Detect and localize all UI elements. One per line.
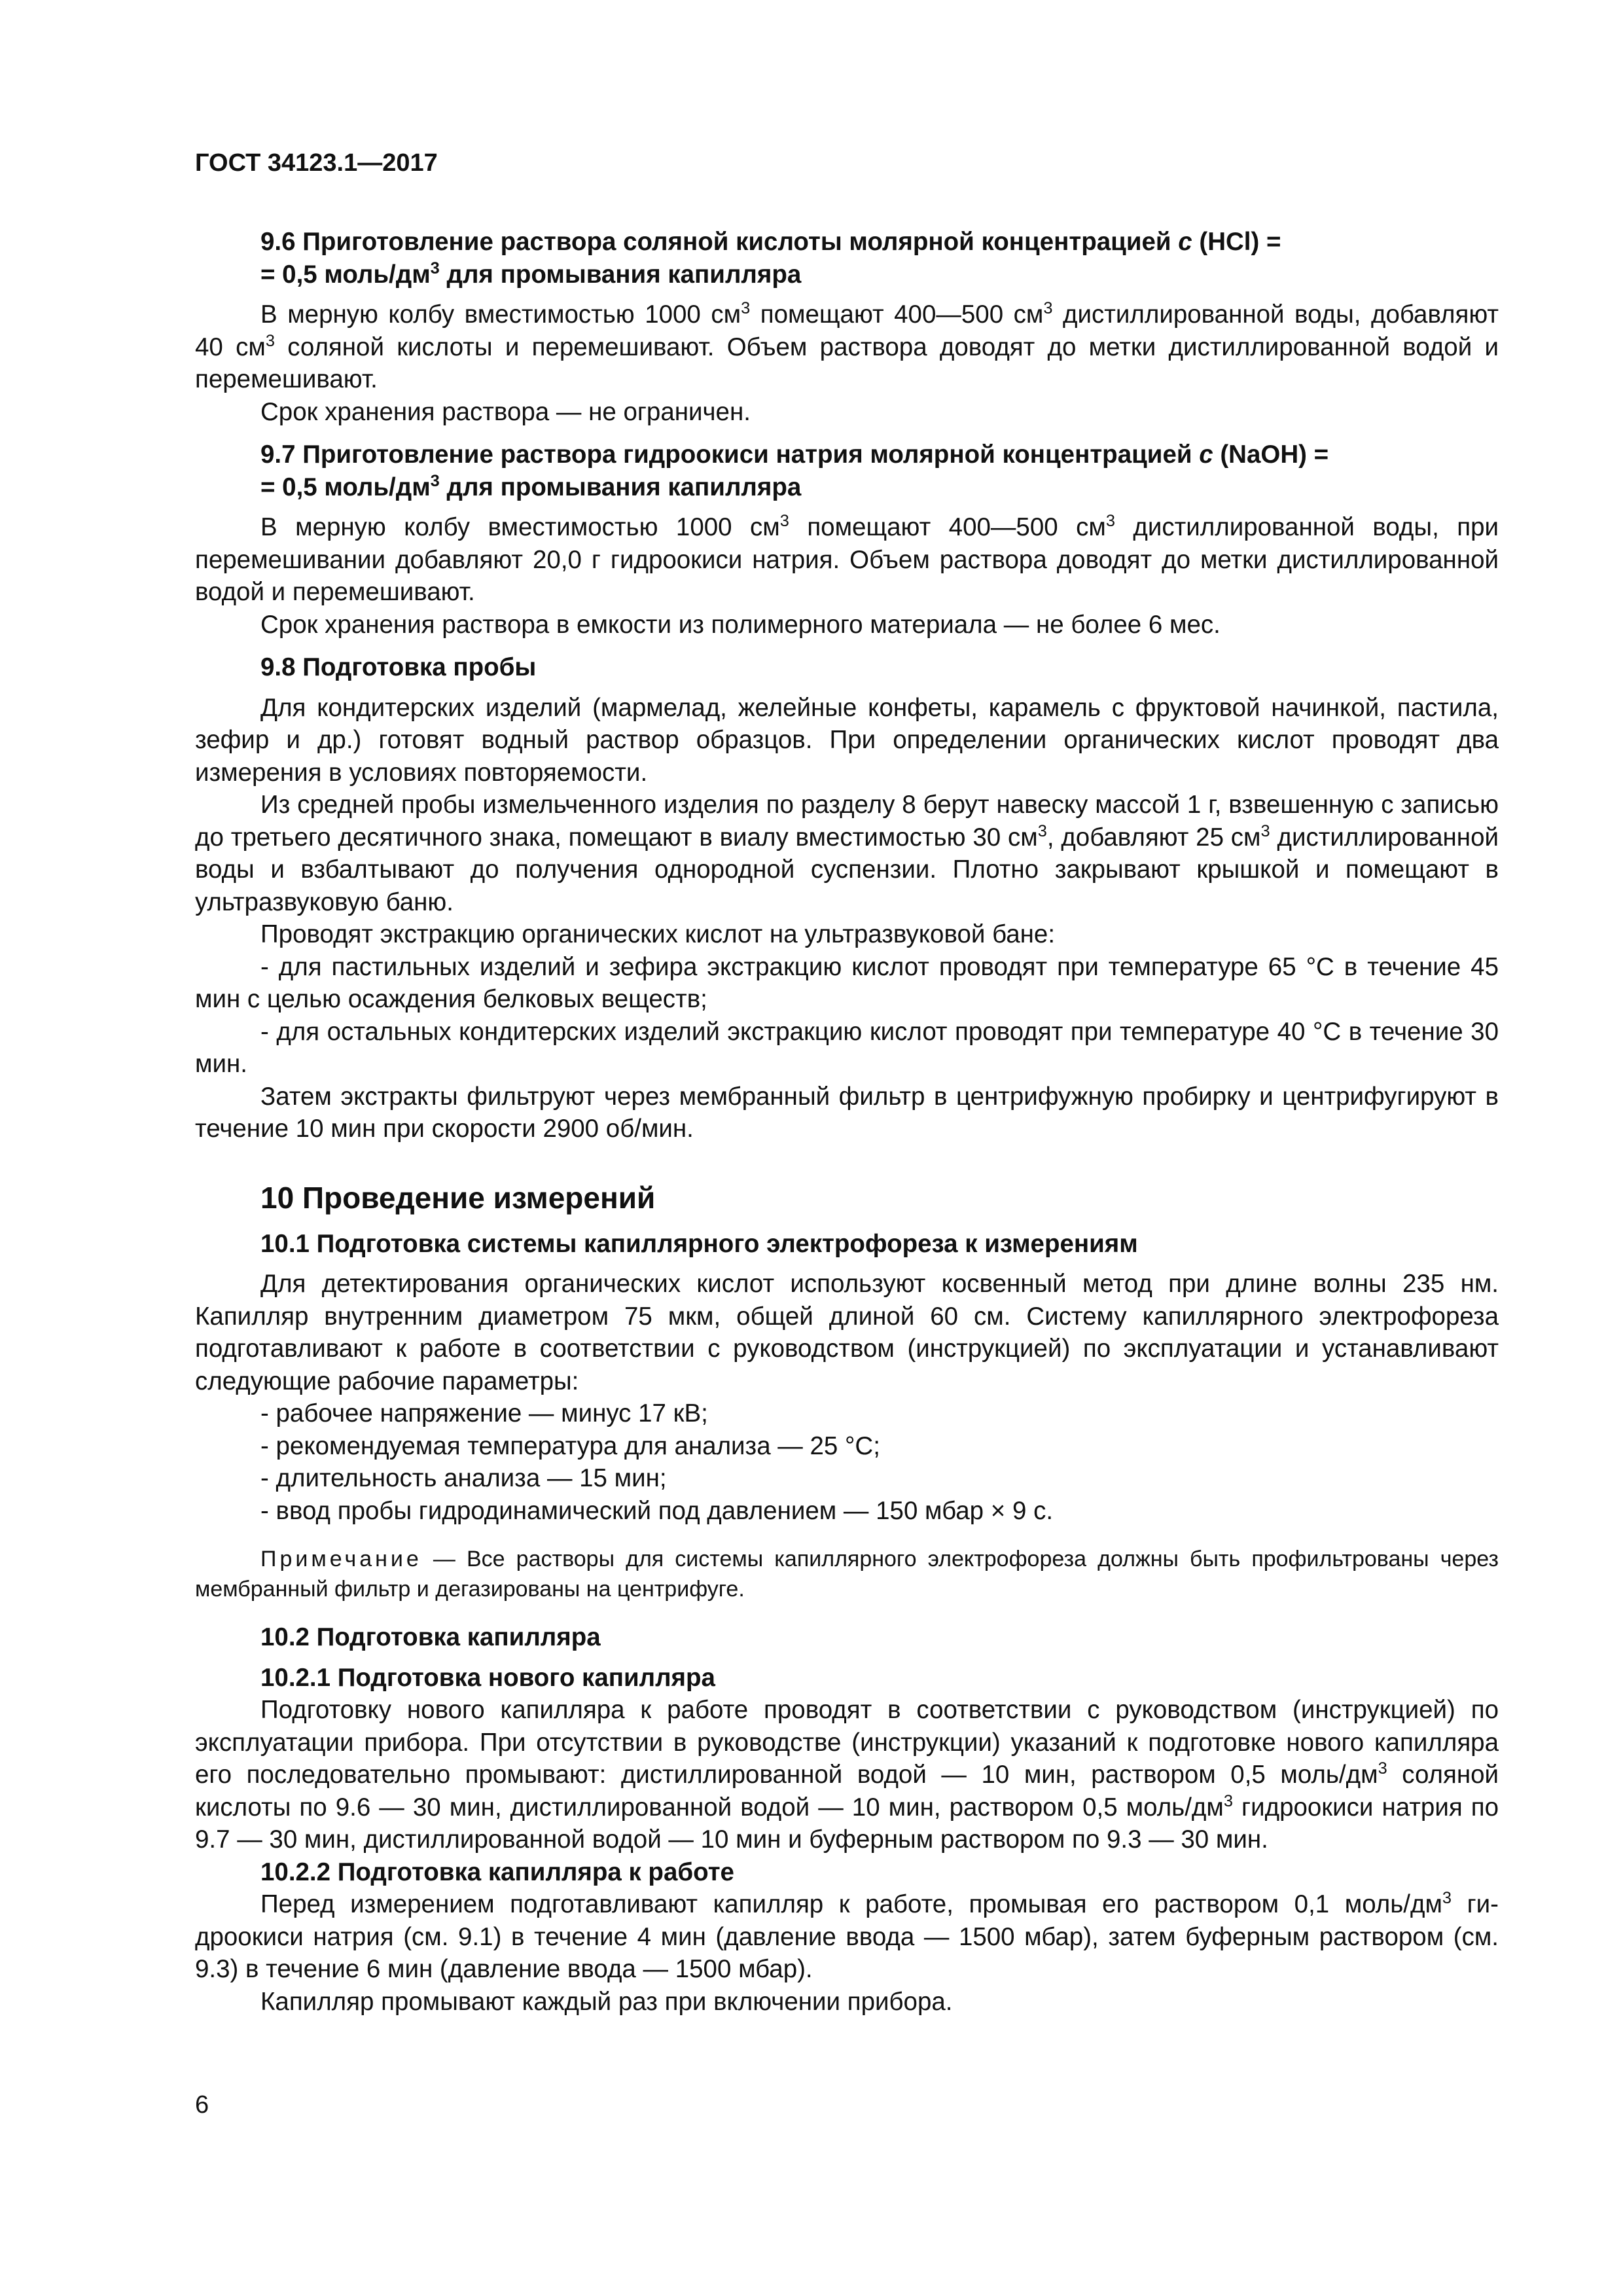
section-9-8-title: 9.8 Подготовка пробы — [260, 653, 537, 681]
list-item: - ввод пробы гидродинамический под давлением — 150 мбар × 9 с. — [260, 1496, 1054, 1525]
page-content — [195, 226, 1499, 2018]
list-item: - для остальных кондитерских изделий экстракцию кислот проводят при температуре 40 °С в течение 30 мин. — [195, 1017, 1499, 1078]
section-10-2-2-paragraph-2: Капилляр промывают каждый раз при включении прибора. — [260, 1987, 953, 2016]
section-10-2-2-title: 10.2.2 Подготовка капилляра к работе — [260, 1857, 734, 1886]
note: Примечание — Все растворы для системы капиллярного электрофореза должны быть профильтрованы через мембранный фильтр и дегазированы на центрифуге. — [195, 1547, 1499, 1602]
list-item: - длительность анализа — 15 мин; — [260, 1464, 667, 1492]
section-9-6-storage: Срок хранения раствора — не ограничен. — [260, 397, 751, 426]
section-9-6-title: 9.6 Приготовление раствора соляной кислоты молярной концентрацией c (HCl) = = 0,5 моль/$дм^3$ для промывания капилляра — [260, 228, 1281, 289]
section-9-6-paragraph: В мерную колбу вместимостью 1000 $см^3$ помещают 400—500 $см^3$ дистиллированной воды, добавляют 40 $см^3$ соляной кислоты и перемешивают. Объем раствора доводят до метки дистиллированной водой и перемешивают. — [195, 299, 1499, 393]
section-10-1-paragraph: Для детектирования органических кислот используют косвенный метод при длине волны 235 нм. Капилляр внутренним диаметром 75 мкм, общей длиной 60 см. Систему капиллярного электрофореза подготавливают к работе в соответствии с руководством (инструкцией) по эксплуатации и устанавливают следующие рабочие параметры: — [195, 1270, 1499, 1395]
section-10-2-1-title: 10.2.1 Подготовка нового капилляра — [260, 1663, 715, 1692]
section-9-8-paragraph-1: Для кондитерских изделий (мармелад, желейные конфеты, карамель с фруктовой начинкой, пастила, зефир и др.) готовят водный раствор образцов. При определении органических кислот проводят два измерения в условиях повторяемости. — [195, 693, 1499, 787]
section-10-title: 10 Проведение измерений — [260, 1180, 656, 1215]
section-10-2-title: 10.2 Подготовка капилляра — [260, 1623, 601, 1651]
section-9-8-paragraph-2: Из средней пробы измельченного изделия по разделу 8 берут навеску массой 1 г, взвешенную с записью до третьего десятичного знака, помещают в виалу вместимостью 30 $см^3$, добавляют 25 $см^3$ дистиллированной воды и взбалтывают до получения однородной суспензии. Плотно закрывают крышкой и помещают в ультразвуковую баню. — [195, 791, 1499, 916]
section-10-2-1-paragraph: Подготовку нового капилляра к работе проводят в соответствии с руководством (инструкцией) по эксплуатации прибора. При отсутствии в руководстве (инструкции) указаний к подготовке нового капилляра его последовательно промывают: дистиллированной водой — 10 мин, раствором 0,5 моль/$дм^3$ соляной кислоты по 9.6 — 30 мин, дистиллированной водой — 10 мин, раствором 0,5 моль/$дм^3$ гидроокиси натрия по 9.7 — 30 мин, дистиллированной водой — 10 мин и буферным раствором по 9.3 — 30 мин. — [195, 1696, 1499, 1854]
list-item: - для пастильных изделий и зефира экстракцию кислот проводят при температуре 65 °С в течение 45 мин с целью осаждения белковых веществ; — [195, 952, 1499, 1013]
section-9-7-title: 9.7 Приготовление раствора гидроокиси натрия молярной концентрацией c (NaOH) = = 0,5 моль/$дм^3$ для промывания капилляра — [260, 440, 1329, 501]
list-item: - рекомендуемая температура для анализа — 25 °С; — [260, 1431, 880, 1460]
section-10-2-2-paragraph-1: Перед измерением подготавливают капилляр к работе, промывая его раствором 0,1 моль/$дм^3$ гидроокиси натрия (см. 9.1) в течение 4 мин (давление ввода — 1500 мбар), затем буферным раствором (см. 9.3) в течение 6 мин (давление ввода — 1500 мбар). — [195, 1889, 1499, 1983]
section-9-8-paragraph-4: Затем экстракты фильтруют через мембранный фильтр в центрифужную пробирку и центрифугируют в течение 10 мин при скорости 2900 об/мин. — [195, 1082, 1499, 1143]
section-9-7-storage: Срок хранения раствора в емкости из полимерного материала — не более 6 мес. — [260, 610, 1221, 639]
standard-header: ГОСТ 34123.1—2017 — [195, 149, 438, 177]
note-label: Примечание — [260, 1547, 422, 1571]
list-item: - рабочее напряжение — минус 17 кВ; — [260, 1399, 708, 1427]
section-9-7-paragraph: В мерную колбу вместимостью 1000 $см^3$ помещают 400—500 $см^3$ дистиллированной воды, при перемешивании добавляют 20,0 г гидроокиси натрия. Объем раствора доводят до метки дистиллированной водой и перемешивают. — [195, 512, 1499, 606]
section-10-1-title: 10.1 Подготовка системы капиллярного электрофореза к измерениям — [260, 1229, 1138, 1258]
section-9-8-paragraph-3: Проводят экстракцию органических кислот на ультразвуковой бане: — [260, 920, 1056, 948]
page-number: 6 — [195, 2091, 209, 2119]
